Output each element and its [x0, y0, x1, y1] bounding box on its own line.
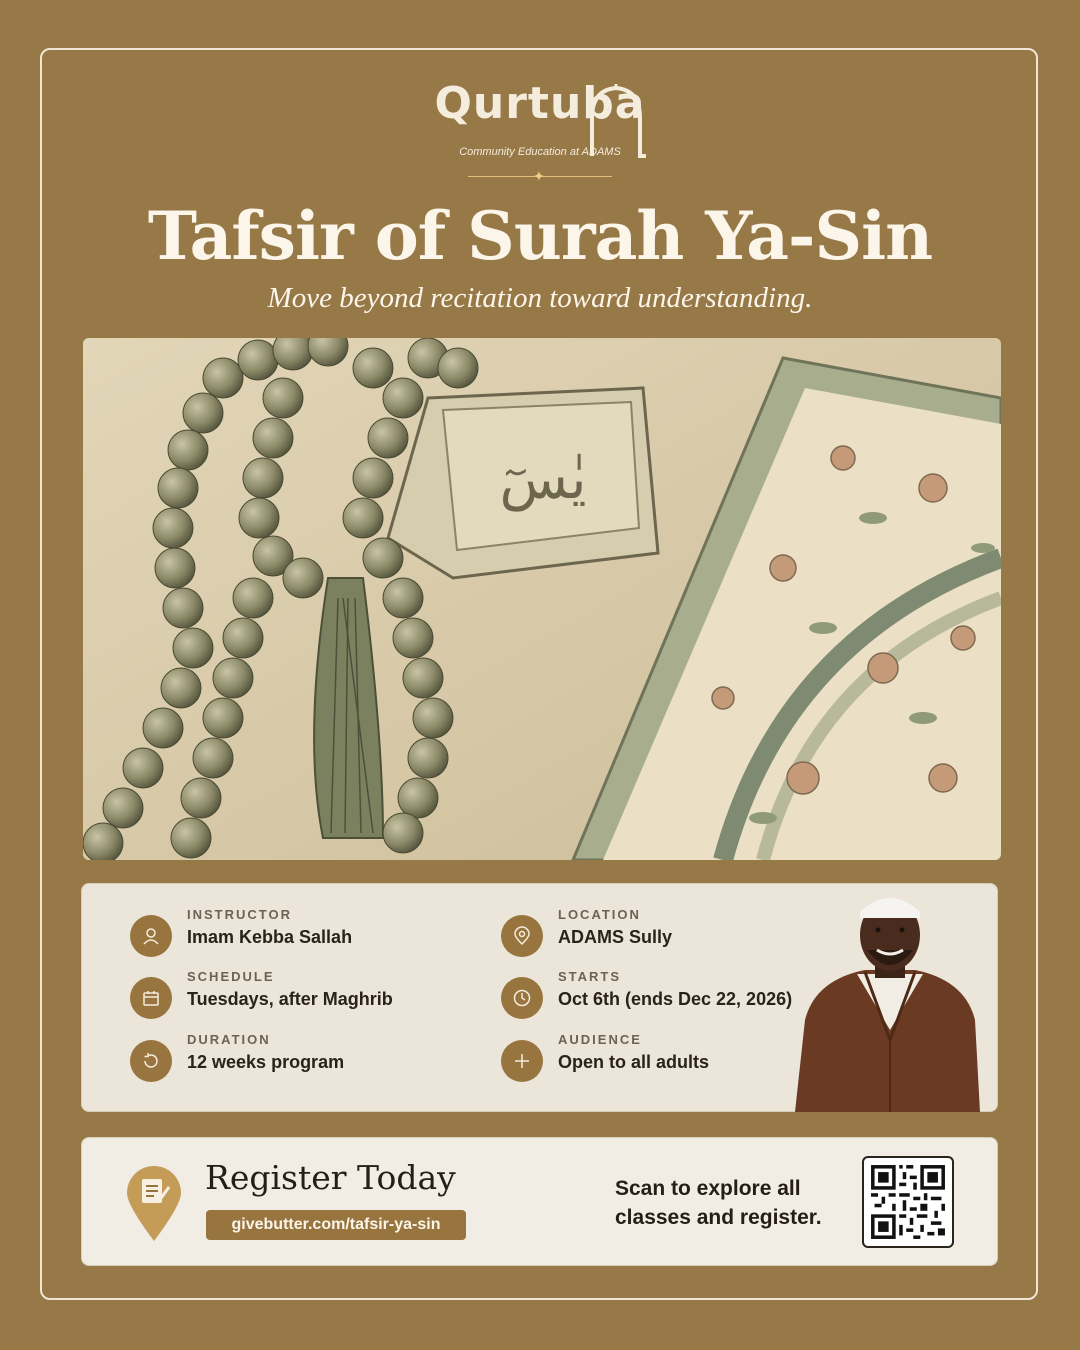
map-pin-icon: [501, 915, 543, 957]
instructor-label: INSTRUCTOR: [187, 907, 292, 922]
registration-form-icon: [125, 1165, 183, 1243]
qr-code[interactable]: [862, 1156, 954, 1248]
calendar-icon: [130, 977, 172, 1019]
audience-label: AUDIENCE: [558, 1032, 642, 1047]
scan-text: Scan to explore all classes and register.: [615, 1177, 822, 1229]
duration-label: DURATION: [187, 1032, 271, 1047]
starts-value: Oct 6th (ends Dec 22, 2026): [558, 989, 793, 1009]
location-label: LOCATION: [558, 907, 641, 922]
page-title: Tafsir of Surah Ya-Sin: [147, 197, 933, 275]
location-value: ADAMS Sully: [558, 927, 673, 947]
schedule-label: SCHEDULE: [187, 969, 275, 984]
qr-code-pattern: [864, 1158, 952, 1246]
brand-name: Qurtuba: [434, 78, 646, 129]
brand-logo: [0, 80, 1080, 128]
plus-icon: [501, 1040, 543, 1082]
register-title: Register Today: [205, 1158, 456, 1197]
refresh-icon: [130, 1040, 172, 1082]
tasbih-quran-illustration: [83, 338, 1001, 860]
register-link[interactable]: givebutter.com/tafsir-ya-sin: [206, 1210, 466, 1240]
schedule-value: Tuesdays, after Maghrib: [187, 989, 393, 1009]
tagline: Move beyond recitation toward understanding.: [267, 282, 813, 314]
hero-illustration: [83, 338, 1001, 860]
clock-icon: [501, 977, 543, 1019]
arabic-text: يٰسٓ: [499, 447, 587, 512]
instructor-value: Imam Kebba Sallah: [187, 927, 353, 947]
sparkle-icon: ✦: [533, 168, 545, 184]
register-card: [81, 1137, 998, 1266]
audience-value: Open to all adults: [558, 1052, 710, 1072]
brand-subtitle: Community Education at ADAMS: [459, 146, 621, 158]
starts-label: STARTS: [558, 969, 622, 984]
instructor-portrait: [795, 890, 985, 1112]
person-icon: [130, 915, 172, 957]
duration-value: 12 weeks program: [187, 1052, 345, 1072]
